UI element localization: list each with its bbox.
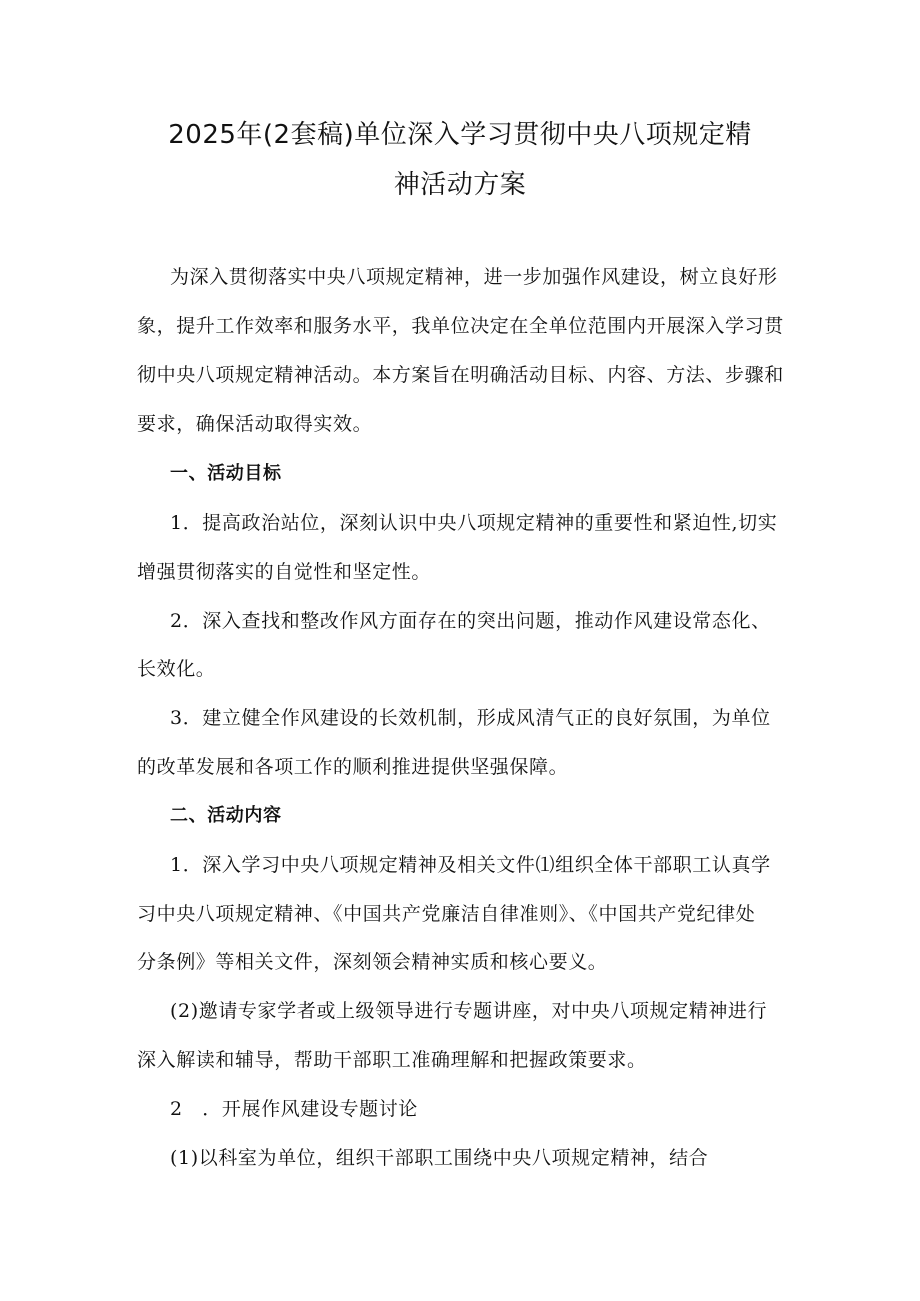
paragraph-line: 1．深入学习中央八项规定精神及相关文件⑴组织全体干部职工认真学	[170, 854, 771, 876]
paragraph-line: 1．提高政治站位，深刻认识中央八项规定精神的重要性和紧迫性,切实	[170, 512, 778, 534]
paragraph-line: 3．建立健全作风建设的长效机制，形成风清气正的良好氛围，为单位	[170, 707, 771, 729]
paragraph-line: 的改革发展和各项工作的顺利推进提供坚强保障。	[137, 756, 569, 778]
paragraph-line: 要求，确保活动取得实效。	[137, 413, 373, 435]
paragraph-line: 长效化。	[137, 658, 216, 680]
section-heading: 一、活动目标	[170, 463, 282, 484]
paragraph-line: (1)以科室为单位，组织干部职工围绕中央八项规定精神，结合	[170, 1147, 709, 1169]
document-title-line-1: 2025年(2套稿)单位深入学习贯彻中央八项规定精	[168, 120, 752, 150]
paragraph-line: 增强贯彻落实的自觉性和坚定性。	[137, 561, 432, 583]
section-heading: 二、活动内容	[170, 805, 282, 826]
paragraph-line: 深入解读和辅导，帮助干部职工准确理解和把握政策要求。	[137, 1049, 647, 1071]
paragraph-line: (2)邀请专家学者或上级领导进行专题讲座，对中央八项规定精神进行	[170, 1000, 768, 1022]
document-title-line-2: 神活动方案	[393, 170, 527, 200]
paragraph-line: 为深入贯彻落实中央八项规定精神，进一步加强作风建设，树立良好形	[170, 266, 778, 288]
subsection-heading: 2 ．开展作风建设专题讨论	[170, 1098, 418, 1120]
paragraph-line: 象，提升工作效率和服务水平，我单位决定在全单位范围内开展深入学习贯	[137, 315, 784, 337]
paragraph-line: 分条例》等相关文件，深刻领会精神实质和核心要义。	[137, 951, 608, 973]
paragraph-line: 彻中央八项规定精神活动。本方案旨在明确活动目标、内容、方法、步骤和	[137, 364, 784, 386]
paragraph-line: 习中央八项规定精神、《中国共产党廉洁自律准则》、《中国共产党纪律处	[137, 903, 756, 925]
paragraph-line: 2．深入查找和整改作风方面存在的突出问题，推动作风建设常态化、	[170, 610, 771, 632]
